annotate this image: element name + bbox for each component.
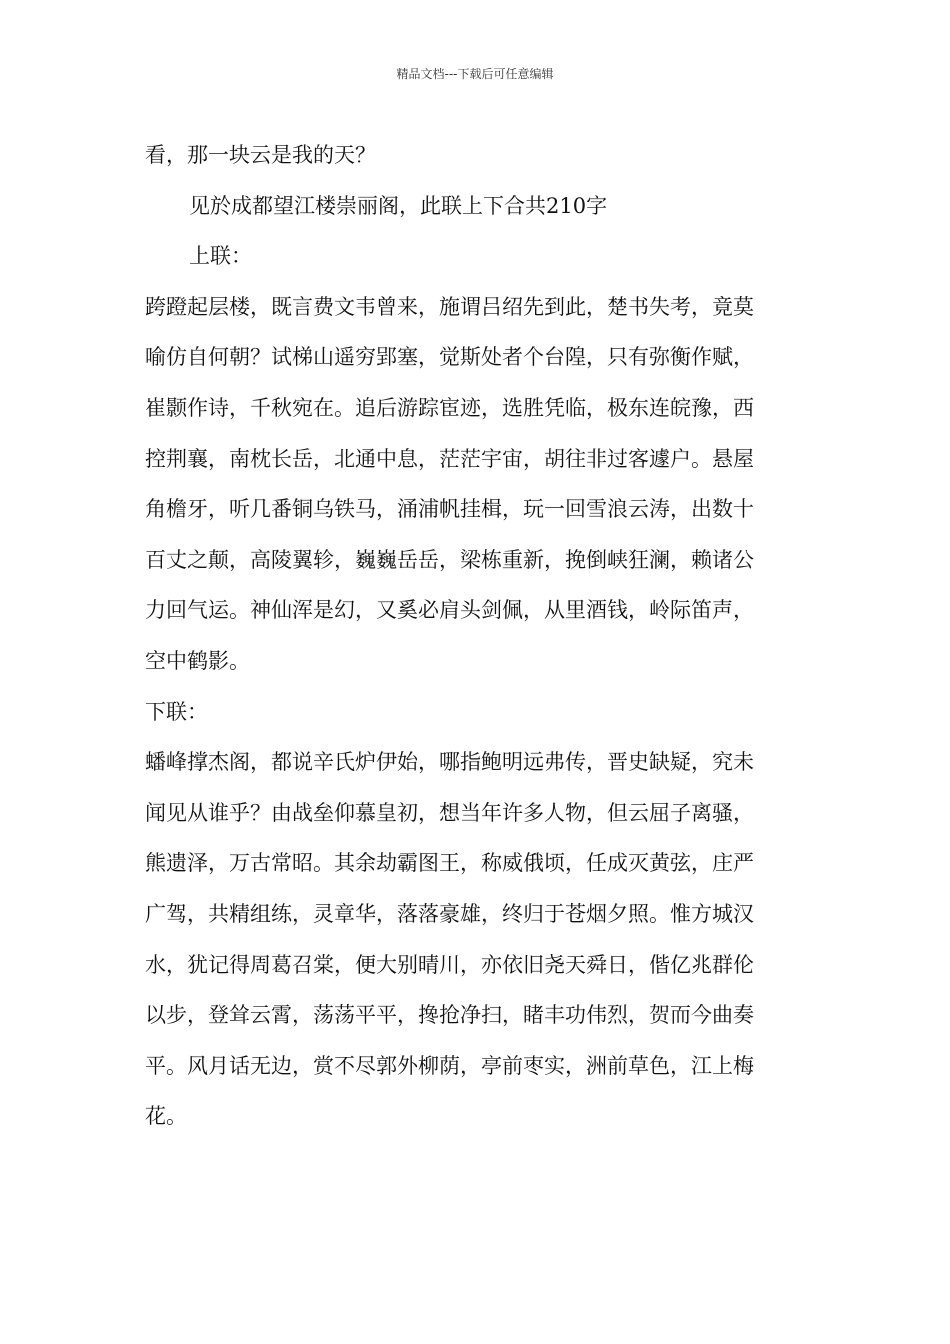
text-line: 闻见从谁乎？由战垒仰慕皇初，想当年许多人物，但云屈子离骚， (145, 800, 754, 825)
text-line: 角檐牙，听几番铜乌铁马，涌浦帆挂楫，玩一回雪浪云涛，出数十 (145, 497, 754, 522)
text-line: 喻仿自何朝？试梯山遥穷郢塞，觉斯处者个台隍，只有弥衡作赋， (145, 345, 754, 370)
text-line: 平。风月话无边，赏不尽郭外柳荫，亭前枣实，洲前草色，江上梅 (145, 1053, 754, 1078)
text-line: 水，犹记得周葛召棠，便大别晴川，亦依旧尧天舜日，偕亿兆群伦 (145, 952, 754, 977)
upper-couplet-text (145, 282, 810, 687)
text-line: 百丈之颠，高陵翼轸，巍巍岳岳，梁栋重新，挽倒峡狂澜，赖诸公 (145, 547, 754, 572)
text-line: 花。 (145, 1104, 187, 1129)
text-line: 崔颢作诗，千秋宛在。追后游踪宦迹，选胜凭临，极东连皖豫，西 (145, 395, 754, 420)
text-line: 跨蹬起层楼，既言费文韦曾来，施谓吕绍先到此，楚书失考，竟莫 (145, 294, 754, 319)
source-note: 见於成都望江楼崇丽阁，此联上下合共210字 (189, 193, 608, 218)
document-body (145, 130, 810, 1142)
page-header: 精品文档---下载后可任意编辑 (396, 67, 554, 81)
text-line: 以步，登耸云霄，荡荡平平，搀抢净扫，睹丰功伟烈，贺而今曲奏 (145, 1003, 754, 1028)
text-line: 空中鹤影。 (145, 648, 250, 673)
lower-couplet-label: 下联： (145, 699, 208, 724)
text-line: 控荆襄，南枕长岳，北通中息，茫茫宇宙，胡往非过客遽户。悬屋 (145, 446, 754, 471)
upper-couplet-label: 上联： (189, 244, 252, 269)
text-line: 广驾，共精组练，灵章华，落落豪雄，终归于苍烟夕照。惟方城汉 (145, 901, 754, 926)
lower-couplet-text (145, 737, 810, 1142)
text-line: 蟠峰撑杰阁，都说辛氏炉伊始，哪指鲍明远弗传，晋史缺疑，究未 (145, 750, 754, 775)
text-line: 熊遗泽，万古常昭。其余劫霸图王，称威俄顷，任成灭黄弦，庄严 (145, 851, 754, 876)
text-line: 力回气运。神仙浑是幻，又奚必肩头剑佩，从里酒钱，岭际笛声， (145, 598, 754, 623)
intro-line: 看，那一块云是我的天？ (145, 143, 376, 167)
